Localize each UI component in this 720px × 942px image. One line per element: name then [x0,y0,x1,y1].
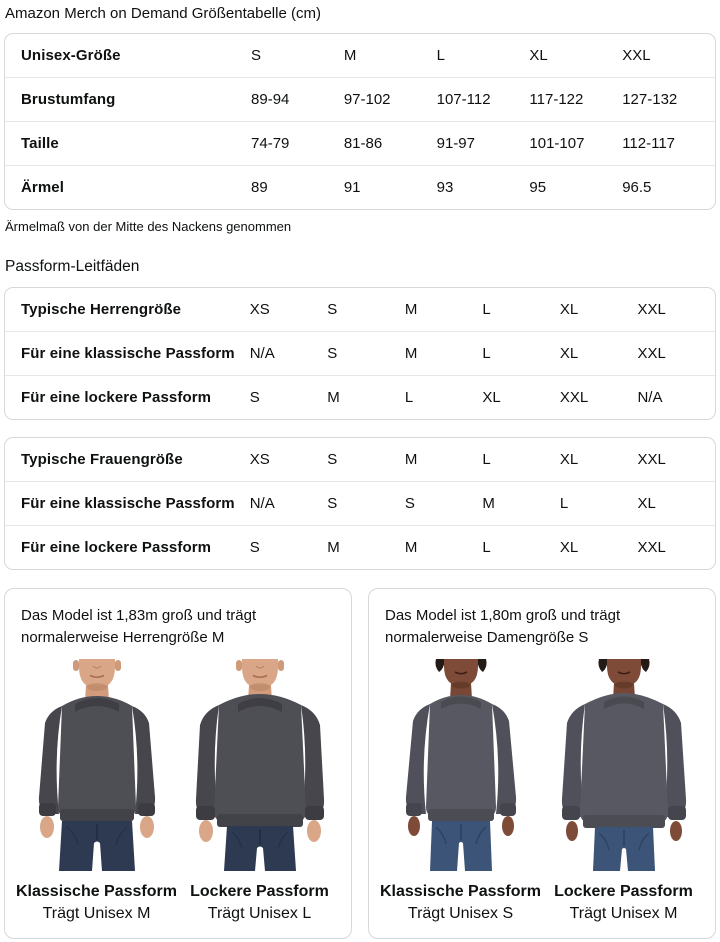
size-cell: XL [559,301,579,318]
sweatshirt-graphic [195,694,323,827]
size-cell: N/A [249,345,275,362]
worn-size-label: Trägt Unisex M [569,905,678,922]
size-cell: M [404,301,418,318]
size-cell: XL [637,495,656,512]
size-cell: XXL [637,539,666,556]
sweatshirt-graphic [405,695,515,821]
size-cell: N/A [637,389,663,406]
size-cell: 89 [251,179,268,196]
jeans-graphic [430,821,492,871]
size-cell: 95 [529,179,547,196]
size-cell: XL [482,389,501,406]
size-cell: S [327,345,338,362]
size-cell: 127-132 [622,91,678,108]
size-cell: M [327,389,340,406]
worn-size-label: Trägt Unisex S [407,905,514,922]
size-cell: XL [559,345,579,362]
size-cell: S [327,451,338,468]
worn-size-label: Trägt Unisex L [207,905,312,922]
size-cell: 74-79 [251,135,290,152]
size-cell: 89-94 [251,91,290,108]
size-cell: 93 [436,179,454,196]
sleeve-measurement-note: Ärmelmaß von der Mitte des Nackens genommen [5,219,292,234]
size-cell: 91-97 [436,135,475,152]
size-cell: 117-122 [529,91,584,108]
size-cell: S [249,539,260,556]
size-cell: N/A [249,495,275,512]
table-row [5,77,715,121]
size-cell: L [559,495,569,512]
size-cell: XS [249,451,270,468]
jeans-graphic [224,826,296,871]
table-row [5,438,715,481]
table-row [5,375,715,419]
fit-guide-table-men [4,287,716,420]
table-row [5,525,715,569]
size-cell: L [482,345,491,362]
size-cell: S [404,495,415,512]
size-cell: 91 [343,179,361,196]
size-cell: XXL [637,451,666,468]
size-cell: M [404,539,418,556]
face-graphic [73,659,121,701]
model-cards [4,588,716,939]
size-cell: L [482,451,491,468]
size-cell: 112-117 [622,135,676,152]
model-figures [379,659,705,925]
size-cell: S [327,301,338,318]
fit-label: Klassische Passform [380,883,541,900]
row-label: Für eine klassische Passform [21,495,235,512]
size-cell: M [327,539,340,556]
row-label: Typische Frauengröße [21,451,183,468]
size-cell: M [404,451,418,468]
row-label: Unisex-Größe [21,47,121,64]
model-description: Das Model ist 1,80m groß und trägt normalerweise Damengröße S [385,607,621,646]
size-cell: L [436,47,445,64]
row-label: Typische Herrengröße [21,301,182,318]
row-label: Für eine klassische Passform [21,345,235,362]
model-description: Das Model ist 1,83m groß und trägt normalerweise Herrengröße M [21,607,257,646]
size-cell: S [327,495,338,512]
row-label: Für eine lockere Passform [21,389,212,406]
worn-size-label: Trägt Unisex M [42,905,151,922]
jeans-graphic [593,827,655,871]
jeans-graphic [59,821,135,871]
size-cell: 96.5 [622,179,652,196]
unisex-size-table [4,33,716,210]
model-photo-male-loose-fit [185,659,335,871]
size-cell: 81-86 [343,135,383,152]
page-title: Amazon Merch on Demand Größentabelle (cm) [5,5,321,22]
size-cell: M [343,47,357,64]
fit-label: Klassische Passform [16,883,177,900]
size-cell: S [249,389,260,406]
table-row [5,481,715,525]
table-row [5,165,715,209]
size-cell: L [404,389,414,406]
size-cell: L [482,301,491,318]
model-figures [15,659,341,925]
model-card-women [368,588,716,939]
size-cell: M [404,345,418,362]
model-figure [178,659,341,925]
size-cell: XL [559,539,579,556]
size-cell: 97-102 [343,91,391,108]
fit-label: Lockere Passform [554,883,693,900]
size-cell: L [482,539,491,556]
model-figure [379,659,542,925]
size-cell: 107-112 [436,91,491,108]
model-photo-male-classic-fit [22,659,172,871]
table-row [5,34,715,77]
size-cell: XXL [559,389,589,406]
size-cell: XXL [622,47,651,64]
fit-guides-heading: Passform-Leitfäden [5,258,140,275]
size-cell: XS [249,301,270,318]
table-row [5,331,715,375]
row-label: Taille [21,135,59,152]
row-label: Für eine lockere Passform [21,539,212,556]
sweatshirt-graphic [38,696,154,821]
fit-guide-table-women [4,437,716,570]
model-photo-female-loose-fit [549,659,699,871]
model-card-men [4,588,352,939]
size-cell: XXL [637,345,666,362]
table-row [5,288,715,331]
fit-label: Lockere Passform [190,883,329,900]
size-cell: XXL [637,301,666,318]
model-figure [15,659,178,925]
row-label: Brustumfang [21,91,116,108]
model-photo-female-classic-fit [386,659,536,871]
table-row [5,121,715,165]
sweatshirt-graphic [561,693,685,828]
row-label: Ärmel [21,179,65,196]
model-figure [542,659,705,925]
size-cell: S [251,47,262,64]
size-cell: 101-107 [529,135,585,152]
size-cell: XL [559,451,579,468]
size-cell: XL [529,47,548,64]
size-cell: M [482,495,495,512]
